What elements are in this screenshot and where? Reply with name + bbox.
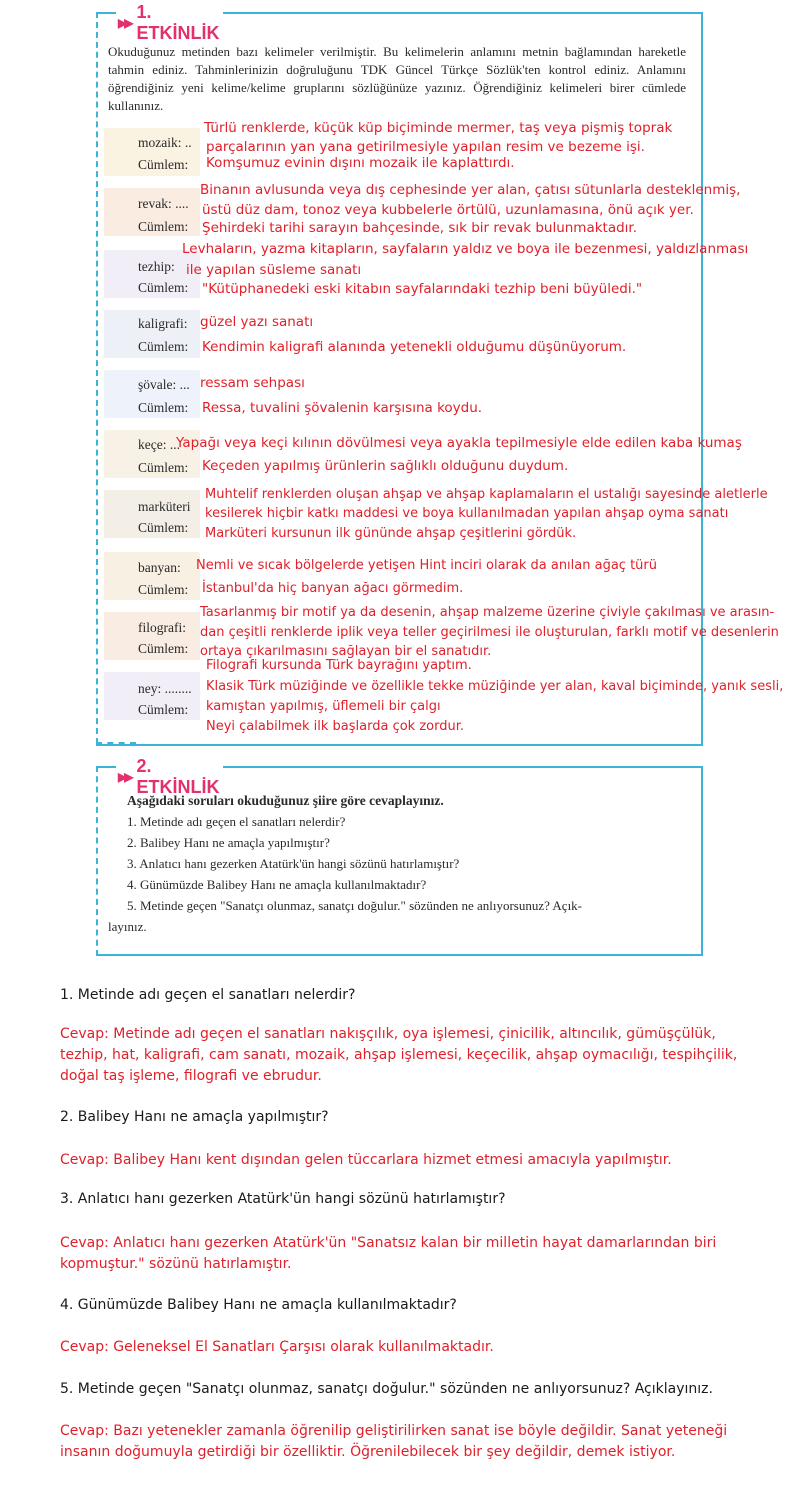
sentence-answer: İstanbul'da hiç banyan ağacı görmedim. bbox=[202, 581, 464, 596]
answer-question: 1. Metinde adı geçen el sanatları nelerdir? bbox=[60, 987, 356, 1003]
sentence-answer: Neyi çalabilmek ilk başlarda çok zordur. bbox=[206, 719, 465, 734]
sentence-answer: Komşumuz evinin dışını mozaik ile kaplattırdı. bbox=[206, 155, 515, 171]
cumlem-label: Cümlem: bbox=[138, 339, 189, 354]
activity-2-instruction: Aşağıdaki soruları okuduğunuz şiire göre cevaplayınız. bbox=[127, 793, 444, 808]
cumlem-label: Cümlem: bbox=[138, 582, 189, 597]
activity-1-heading bbox=[116, 2, 223, 44]
term-label: mozaik: .. bbox=[138, 135, 192, 150]
term-label: keçe: ... bbox=[138, 437, 180, 452]
activity-1-title: 1. ETKİNLİK bbox=[136, 2, 220, 43]
activity-2-heading bbox=[116, 756, 223, 798]
definition-line: Yapağı veya keçi kılının dövülmesi veya ayakla tepilmesiyle elde edilen kaba kumaş bbox=[176, 435, 742, 451]
double-arrow-icon: ▶▶ bbox=[118, 16, 131, 30]
cumlem-label: Cümlem: bbox=[138, 460, 189, 475]
term-label: şövale: ... bbox=[138, 377, 190, 392]
definition-line: Klasik Türk müziğinde ve özellikle tekke müziğinde yer alan, kaval biçiminde, yanık sesli, bbox=[206, 679, 784, 694]
answer-question: 3. Anlatıcı hanı gezerken Atatürk'ün hangi sözünü hatırlamıştır? bbox=[60, 1191, 506, 1207]
sentence-answer: Şehirdeki tarihi sarayın bahçesinde, sık bir revak bulunmaktadır. bbox=[202, 220, 638, 236]
definition-line: parçalarının yan yana getirilmesiyle yapılan resim ve bezeme işi. bbox=[206, 139, 645, 155]
sentence-answer: Ressa, tuvalini şövalenin karşısına koydu. bbox=[202, 400, 483, 416]
answer-text: Cevap: Anlatıcı hanı gezerken Atatürk'ün "Sanatsız kalan bir milletin hayat damarlarından biri kopmuştur." sözünü hatırlamıştır. bbox=[60, 1235, 717, 1272]
activity-2-dashed-bottom bbox=[96, 954, 136, 956]
question: 4. Günümüzde Balibey Hanı ne amaçla kullanılmaktadır? bbox=[127, 877, 427, 892]
term-label: banyan: bbox=[138, 560, 181, 575]
term-label: filografi: bbox=[138, 620, 186, 635]
sentence-answer: Kendimin kaligrafi alanında yetenekli olduğumu düşünüyorum. bbox=[202, 339, 627, 355]
activity-1-intro: Okuduğunuz metinden bazı kelimeler verilmiştir. Bu kelimelerin anlamını metnin bağlamından hareketle tahmin ediniz. Tahminlerinizin doğruluğunu TDK Güncel Türkçe Sözlük'ten kontrol ediniz. Anlamını öğrendiğiniz yeni kelime/kelime gruplarını sözlüğünüze yazınız. Öğrendiğiniz kelimeleri birer cümlede kullanınız. bbox=[108, 44, 686, 113]
definition-line: Binanın avlusunda veya dış cephesinde yer alan, çatısı sütunlarla desteklenmiş, bbox=[200, 182, 741, 198]
definition-line: kamıştan yapılmış, üflemeli bir çalgı bbox=[206, 699, 441, 714]
definition-line: Muhtelif renklerden oluşan ahşap ve ahşap kaplamaların el ustalığı sayesinde aletlerle bbox=[205, 487, 768, 502]
definition-line: kesilerek hiçbir katkı maddesi ve boya kullanılmadan yapılan ahşap oyma sanatı bbox=[205, 506, 729, 521]
answer-text: Cevap: Geleneksel El Sanatları Çarşısı olarak kullanılmaktadır. bbox=[60, 1339, 494, 1355]
activity-2-dashed-edge bbox=[96, 766, 98, 956]
answer-question: 2. Balibey Hanı ne amaçla yapılmıştır? bbox=[60, 1109, 329, 1125]
activity-1-dashed-edge bbox=[96, 12, 98, 744]
definition-line: ortaya çıkarılmasını sağlayan bir el sanatıdır. bbox=[200, 644, 492, 659]
activity-1-dashed-bottom bbox=[96, 742, 136, 744]
definition-line: dan çeşitli renklerde iplik veya teller geçirilmesi ile oluşturulan, farklı motif ve desenlerin bbox=[200, 625, 779, 640]
definition-line: güzel yazı sanatı bbox=[200, 314, 314, 330]
definition-line: Türlü renklerde, küçük küp biçiminde mermer, taş veya pişmiş toprak bbox=[204, 120, 673, 136]
question: layınız. bbox=[108, 919, 147, 934]
sentence-answer: Keçeden yapılmış ürünlerin sağlıklı olduğunu duydum. bbox=[202, 458, 569, 474]
sentence-answer: Marküteri kursunun ilk gününde ahşap çeşitlerini gördük. bbox=[205, 526, 577, 541]
term-label: tezhip: bbox=[138, 259, 175, 274]
term-label: ney: ........ bbox=[138, 681, 192, 696]
definition-line: Tasarlanmış bir motif ya da desenin, ahşap malzeme üzerine çiviyle çakılması ve arasın- bbox=[200, 605, 775, 620]
question: 3. Anlatıcı hanı gezerken Atatürk'ün hangi sözünü hatırlamıştır? bbox=[127, 856, 460, 871]
definition-line: Levhaların, yazma kitapların, sayfaların yaldız ve boya ile bezenmesi, yaldızlanması bbox=[182, 241, 749, 257]
definition-line: ressam sehpası bbox=[200, 375, 305, 391]
cumlem-label: Cümlem: bbox=[138, 702, 189, 717]
question: 2. Balibey Hanı ne amaçla yapılmıştır? bbox=[127, 835, 330, 850]
question: 1. Metinde adı geçen el sanatları nelerdir? bbox=[127, 814, 346, 829]
cumlem-label: Cümlem: bbox=[138, 520, 189, 535]
cumlem-label: Cümlem: bbox=[138, 280, 189, 295]
cumlem-label: Cümlem: bbox=[138, 400, 189, 415]
term-label: revak: .... bbox=[138, 196, 189, 211]
definition-line: üstü düz dam, tonoz veya kubbelerle örtülü, uzunlamasına, önü açık yer. bbox=[202, 202, 694, 218]
double-arrow-icon: ▶▶ bbox=[118, 770, 131, 784]
definition-line: ile yapılan süsleme sanatı bbox=[186, 262, 362, 278]
definition-line: Nemli ve sıcak bölgelerde yetişen Hint inciri olarak da anılan ağaç türü bbox=[196, 558, 658, 573]
answer-question: 4. Günümüzde Balibey Hanı ne amaçla kullanılmaktadır? bbox=[60, 1297, 457, 1313]
answer-text: Cevap: Bazı yetenekler zamanla öğrenilip geliştirilirken sanat ise böyle değildir. Sanat yeteneği insanın doğumuyla getirdiği bir özelliktir. Öğrenilebilecek bir şey değildir, demek istiyor. bbox=[60, 1423, 728, 1460]
question: 5. Metinde geçen "Sanatçı olunmaz, sanatçı doğulur." sözünden ne anlıyorsunuz? Açık- bbox=[127, 898, 583, 913]
activity-2-title: 2. ETKİNLİK bbox=[136, 756, 220, 797]
cumlem-label: Cümlem: bbox=[138, 157, 189, 172]
term-label: marküteri bbox=[138, 499, 191, 514]
cumlem-label: Cümlem: bbox=[138, 219, 189, 234]
answer-text: Cevap: Balibey Hanı kent dışından gelen tüccarlara hizmet etmesi amacıyla yapılmıştır. bbox=[60, 1152, 672, 1168]
answer-question: 5. Metinde geçen "Sanatçı olunmaz, sanatçı doğulur." sözünden ne anlıyorsunuz? Açıklayınız. bbox=[60, 1381, 713, 1397]
sentence-answer: "Kütüphanedeki eski kitabın sayfalarındaki tezhip beni büyüledi." bbox=[202, 281, 643, 297]
cumlem-label: Cümlem: bbox=[138, 641, 189, 656]
answer-text: Cevap: Metinde adı geçen el sanatları nakışçılık, oya işlemesi, çinicilik, altıncılık, gümüşçülük, tezhip, hat, kaligrafi, cam sanatı, mozaik, ahşap işlemesi, keçecilik, ahşap oymacılığı, tespihçilik, doğal taş işleme, filografi ve ebrudur. bbox=[60, 1026, 738, 1084]
term-label: kaligrafi: bbox=[138, 316, 188, 331]
sentence-answer: Filografi kursunda Türk bayrağını yaptım. bbox=[206, 658, 472, 673]
